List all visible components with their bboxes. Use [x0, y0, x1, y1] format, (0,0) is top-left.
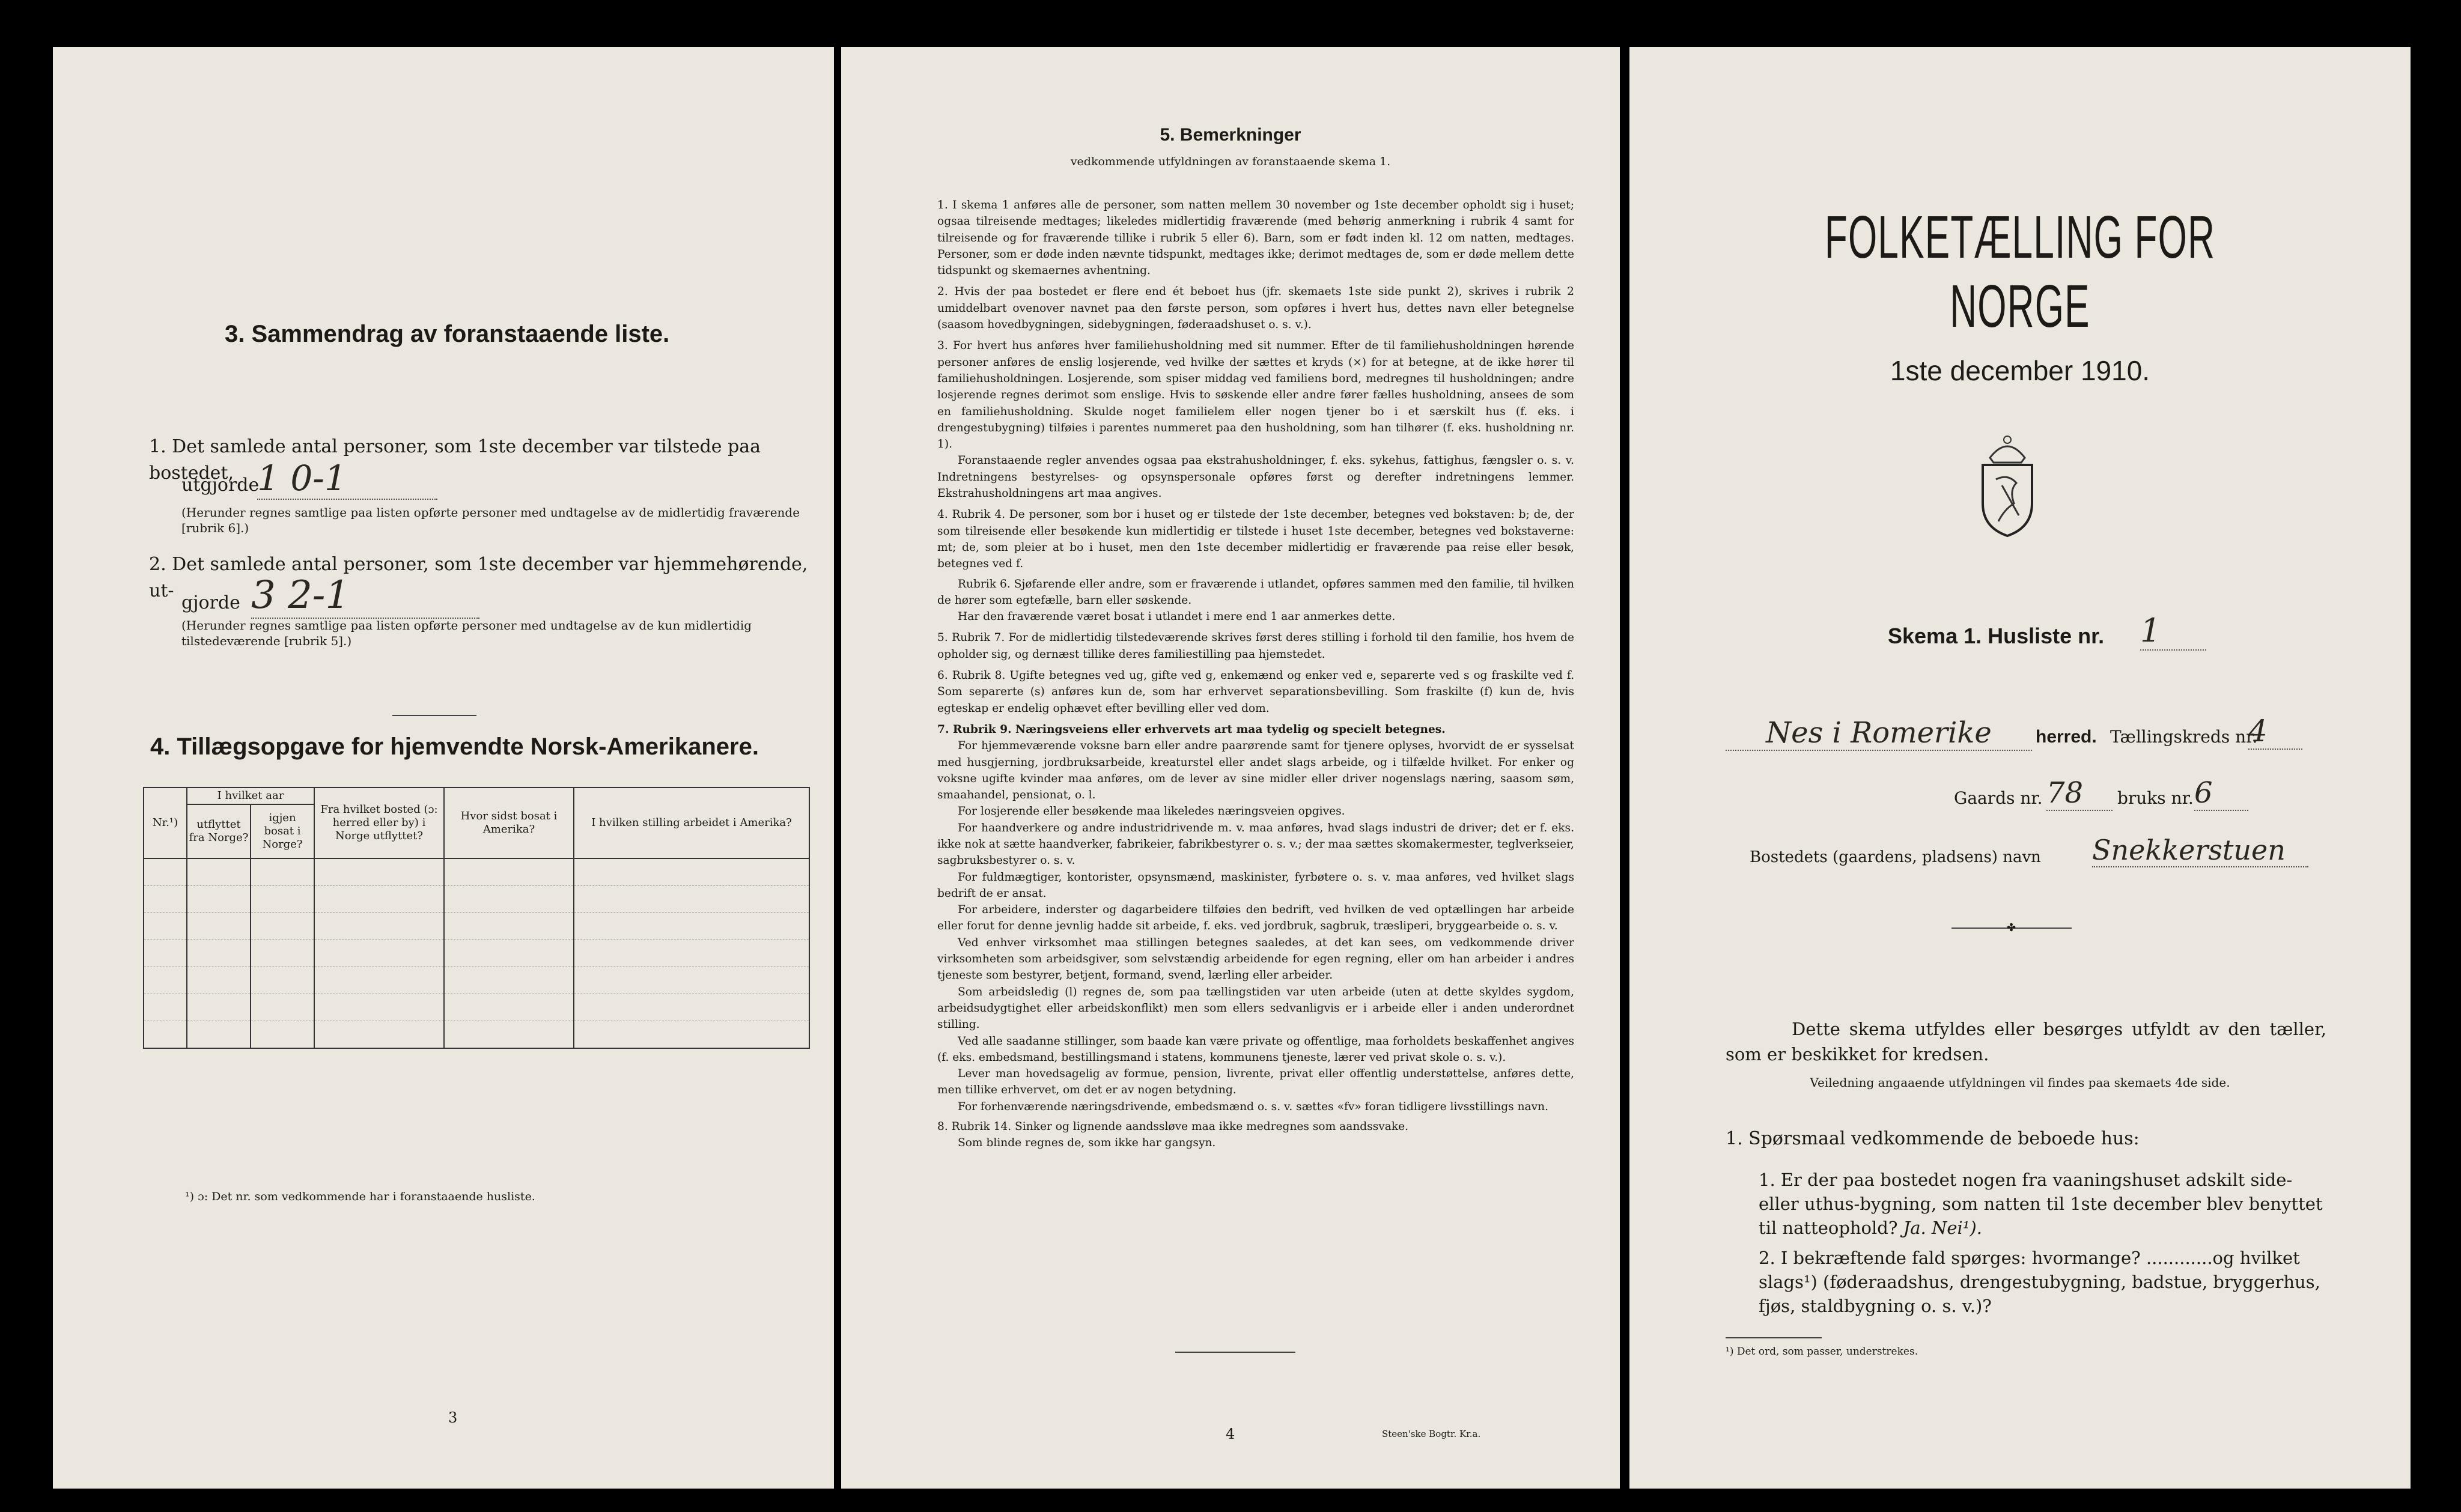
question-2: 2. I bekræftende fald spørges: hvormange? ............og hvilket slags¹) (føderaadshus, drengestubygning, badstue, bryggerhus, fjøs, staldbygning o. s. v.)? [1759, 1248, 2320, 1316]
col-nr: Nr.¹) [144, 788, 187, 858]
table-row [144, 967, 809, 994]
page-1 [1629, 47, 2411, 1489]
question-1-answer: Ja. Nei¹). [1903, 1218, 1982, 1238]
remark-4: 4. Rubrik 4. De personer, som bor i huset og er tilstede der 1ste december, betegnes ved bokstaven: b; de, der som tilreisende eller besøkende kun midlertidig er tilstede i huset 1ste december, betegnes ved bokstaverne: mt; de, som pleier at bo i huset, men den 1ste december midlertidig er fraværende paa reise eller besøk, betegnes ved f. [937, 508, 1574, 571]
bruks-label: bruks nr. [2117, 788, 2194, 808]
remark-6: 6. Rubrik 8. Ugifte betegnes ved ug, gifte ved g, enkemænd og enker ved e, separerte ved s og fraskilte ved f. Som separerte (s) anføres kun de, som har erhvervet separationsbevilling. Som fraskilte (f) kun de, hvis egteskap er endelig ophævet efter bevilling eller ved dom. [937, 669, 1574, 715]
remark-8b: Som blinde regnes de, som ikke har gangsyn. [958, 1137, 1216, 1150]
heading-summary: 3. Sammendrag av foranstaaende liste. [225, 321, 670, 347]
printer-mark: Steen'ske Bogtr. Kr.a. [1382, 1429, 1481, 1439]
remark-7h: Som arbeidsledig (l) regnes de, som paa tællingstiden var uten arbeide (uten at dette skyldes sygdom, arbeidsudygtighet eller arbeidskonflikt) men som ellers sedvanligvis er i arbeide eller i anden underordnet stilling. [937, 985, 1574, 1031]
table-row [144, 858, 809, 886]
page-number: 4 [1226, 1425, 1235, 1442]
skema-label: Skema 1. Husliste nr. [1888, 624, 2105, 648]
remark-8: 8. Rubrik 14. Sinker og lignende aandssløve maa ikke medregnes som aandssvake. [937, 1120, 1409, 1134]
section-1-heading: 1. Spørsmaal vedkommende de beboede hus: [1726, 1128, 2140, 1149]
remark-3b: Foranstaaende regler anvendes ogsaa paa ekstrahusholdninger, f. eks. sykehus, fattighus, fængsler o. s. v. Indretningens bestyrelses- og opsynspersonale opføres først og derefter indretningens lemmer. Ekstrahusholdningens art maa angives. [937, 454, 1574, 500]
remark-7c: For losjerende eller besøkende maa likeledes næringsveien opgives. [958, 805, 1345, 818]
remark-7: 7. Rubrik 9. Næringsveiens eller erhvervets art maa tydelig og specielt betegnes. [937, 723, 1446, 736]
remark-4c: Har den fraværende været bosat i utlandet i mere end 1 aar anmerkes dette. [958, 610, 1396, 624]
summary-item-2-value: 3 2-1 [251, 573, 479, 619]
remark-2: 2. Hvis der paa bostedet er flere end ét beboet hus (jfr. skemaets 1ste side punkt 2), skrives i rubrik 2 umiddelbart ovenover navnet paa den første person, som opføres i hvert hus, dettes navn eller betegnelse (saasom hovedbygningen, sidebygningen, føderaadshuset o. s. v.). [937, 285, 1574, 332]
summary-item-1-note: (Herunder regnes samtlige paa listen opførte personer med undtagelse av de midlertidig fraværende [rubrik 6].) [181, 505, 800, 535]
norsk-amerikanere-table [143, 787, 810, 1049]
remark-7b: For hjemmeværende voksne barn eller andre paarørende samt for tjenere oplyses, hvorvidt de er sysselsat med husgjerning, jordbruksarbeide, kreaturstel eller andet slags arbeide, og i tilfælde hvilket. For enker og voksne ugifte kvinder maa anføres, om de lever av sine midler eller driver nogenslags næring, saasom søm, smaahandel, pensionat, o. l. [937, 739, 1574, 802]
question-1 [1759, 1168, 2329, 1240]
page-4 [841, 47, 1620, 1489]
coat-of-arms-icon [1972, 431, 2043, 538]
heading-remarks: 5. Bemerkninger [1160, 125, 1301, 145]
table-row [144, 1021, 809, 1049]
husliste-nr: 1 [2140, 612, 2206, 651]
bosted-label: Bostedets (gaardens, pladsens) navn [1750, 848, 2041, 866]
herred-value: Nes i Romerike [1726, 716, 2032, 751]
page-3 [53, 47, 834, 1489]
census-date: 1ste december 1910. [1890, 355, 2150, 386]
col-emigrated: utflyttet fra Norge? [187, 804, 251, 858]
remark-5: 5. Rubrik 7. For de midlertidig tilstedeværende skrives først deres stilling i forhold til den familie, hos hvem de opholder sig, og dernæst tillike deres familiestilling paa hjemstedet. [937, 631, 1574, 661]
subheading-remarks: vedkommende utfyldningen av foranstaaende skema 1. [1070, 155, 1391, 168]
bosted-value: Snekkerstuen [2092, 834, 2308, 867]
herred-label: herred. [2036, 727, 2097, 747]
gaards-value: 78 [2046, 776, 2113, 811]
summary-item-2-prefix: gjorde [181, 592, 240, 613]
remark-7g: Ved enhver virksomhet maa stillingen betegnes saaledes, at det kan sees, om vedkommende driver virksomheten som arbeidsgiver, som selvstændig arbeidende for egen regning, eller om han arbeider i andres tjeneste som bestyrer, betjent, formand, svend, lærling eller arbeider. [937, 936, 1574, 982]
summary-item-1: 1. Det samlede antal personer, som 1ste december var tilstede paa bostedet, [149, 436, 761, 484]
remarks-list [937, 197, 1574, 1152]
summary-item-1-prefix: utgjorde [181, 475, 260, 496]
col-from-where: Fra hvilket bosted (ɔ: herred eller by) i Norge utflyttet? [314, 788, 444, 858]
summary-item-2-note: (Herunder regnes samtlige paa listen opførte personer med undtagelse av de kun midlertidig tilstedeværende [rubrik 5].) [181, 618, 752, 648]
kreds-value: 4 [2248, 714, 2302, 750]
remark-1: 1. I skema 1 anføres alle de personer, som natten mellem 30 november og 1ste december opholdt sig i huset; ogsaa tilreisende medtages; likeledes midlertidig fraværende (med behørig anmerkning i rubrik 4 samt for tilreisende og for fraværende tillike i rubrik 5 eller 6). Barn, som er født inden kl. 12 om natten, medtages. Personer, som er døde inden nævnte tidspunkt, medtages ikke; derimot medtages de, som er døde mellem dette tidspunkt og skemaernes avhentning. [937, 199, 1574, 278]
summary-item-2: 2. Det samlede antal personer, som 1ste december var hjemmehørende, ut- [149, 554, 808, 601]
divider [392, 715, 476, 716]
table-row [144, 913, 809, 940]
kreds-label: Tællingskreds nr. [2110, 727, 2258, 747]
census-title: FOLKETÆLLING FOR NORGE [1824, 204, 2216, 340]
remark-7f: For arbeidere, inderster og dagarbeidere tilføies den bedrift, ved hvilken de ved optællingen har arbeide eller forut for denne jevnlig hadde sit arbeide, f. eks. ved jordbruk, sagbruk, træsliperi, bryggearbeide o. s. v. [937, 903, 1574, 933]
remark-7i: Ved alle saadanne stillinger, som baade kan være private og offentlige, maa forholdets beskaffenhet angives (f. eks. embedsmand, bestillingsmand i statens, kommunens tjeneste, lærer ved privat skole o. s. v.). [937, 1034, 1574, 1064]
intro-text: Dette skema utfyldes eller besørges utfyldt av den tæller, som er beskikket for kredsen. [1726, 1019, 2326, 1064]
gaards-label: Gaards nr. [1954, 788, 2043, 808]
ornament-divider: ✤ [1951, 921, 2072, 934]
col-last-residence: Hvor sidst bosat i Amerika? [444, 788, 574, 858]
remark-4b: Rubrik 6. Sjøfarende eller andre, som er fraværende i utlandet, opføres sammen med den familie, til hvilken de hører som egtefælle, barn eller søskende. [937, 577, 1574, 607]
page-number: 3 [448, 1409, 458, 1426]
title-wrap [1629, 203, 2411, 341]
table-row [144, 994, 809, 1021]
bruks-value: 6 [2194, 776, 2248, 811]
footnote: ¹) Det ord, som passer, understrekes. [1726, 1346, 1918, 1358]
remark-7e: For fuldmægtiger, kontorister, opsynsmænd, maskinister, fyrbøtere o. s. v. maa anføres, ved hvilket slags bedrift de er ansat. [937, 870, 1574, 900]
table-row [144, 886, 809, 913]
col-group-year: I hvilket aar [187, 788, 314, 804]
col-returned: igjen bosat i Norge? [251, 804, 314, 858]
table-row [144, 940, 809, 967]
remark-3: 3. For hvert hus anføres hver familiehusholdning med sit nummer. Efter de til familiehusholdningen hørende personer anføres de enslig losjerende, ved hvilke der sættes et kryds (×) for at betegne, at de ikke hører til familiehusholdningen. Losjerende, som spiser middag ved familiens bord, medregnes til husholdningen; andre losjerende regnes derimot som enslige. Hvis to søskende eller andre fører fælles husholdning, ansees de som en familiehusholdning. Skulde noget familielem eller nogen tjener bo i et særskilt hus (f. eks. i drengestubygning) tilføies i parentes nummeret paa den husholdning, som han tilhører (f. eks. husholdning nr. 1). [937, 339, 1574, 451]
question-1-text: 1. Er der paa bostedet nogen fra vaaningshuset adskilt side- eller uthus-bygning, som natten til 1ste december blev benyttet til natteophold? [1759, 1170, 2323, 1238]
guidance-text: Veiledning angaaende utfyldningen vil findes paa skemaets 4de side. [1810, 1075, 2230, 1090]
divider [1726, 1337, 1822, 1338]
remark-7j: Lever man hovedsagelig av formue, pension, livrente, privat eller offentlig understøttelse, anføres dette, men tillike erhvervet, om det er av nogen betydning. [937, 1067, 1574, 1097]
col-occupation: I hvilken stilling arbeidet i Amerika? [574, 788, 809, 858]
footnote: ¹) ɔ: Det nr. som vedkommende har i foranstaaende husliste. [185, 1190, 535, 1203]
remark-7k: For forhenværende næringsdrivende, embedsmænd o. s. v. sættes «fv» foran tidligere livsstillings navn. [958, 1100, 1549, 1113]
summary-item-1-value: 1 0-1 [257, 458, 437, 500]
heading-norsk-amerikanere: 4. Tillægsopgave for hjemvendte Norsk-Amerikanere. [150, 733, 759, 760]
divider [1175, 1352, 1295, 1353]
remark-7d: For haandverkere og andre industridrivende m. v. maa anføres, hvad slags industri de driver; det er f. eks. ikke nok at sætte haandverker, fabrikeier, fabrikbestyrer o. s. v.; der maa sættes skomakermester, teglverkseier, sagbruksbestyrer o. s. v. [937, 821, 1574, 867]
